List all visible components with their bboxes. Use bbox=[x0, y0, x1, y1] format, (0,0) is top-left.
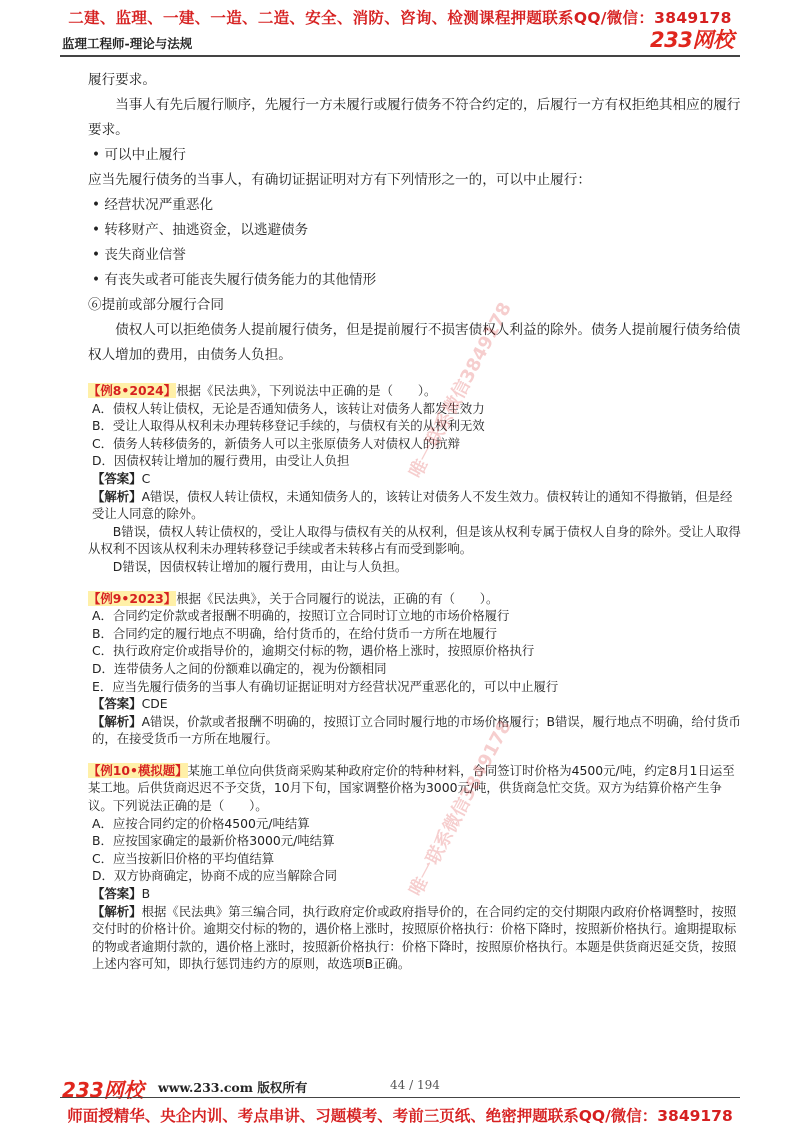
example-9 bbox=[88, 590, 742, 748]
answer-label: 【答案】 bbox=[92, 886, 142, 902]
answer-label: 【答案】 bbox=[92, 470, 142, 486]
logo-number: 233 bbox=[62, 1078, 104, 1102]
option-e: E．应当先履行债务的当事人有确切证据证明对方经营状况严重恶化的，可以中止履行 bbox=[92, 678, 559, 694]
explanation-label: 【解析】 bbox=[92, 488, 142, 504]
page-content bbox=[88, 68, 742, 973]
footer-logo bbox=[62, 1074, 144, 1103]
watermark: 唯一联系微信3849178 bbox=[405, 299, 516, 482]
logo-text: 网校 bbox=[103, 1078, 144, 1102]
explanation-text: A错误，债权人转让债权，未通知债务人的，该转让对债务人不发生效力。债权转让的通知不得撤销，但是经受让人同意的除外。 bbox=[92, 488, 733, 522]
bottom-promo-banner: 师面授精华、央企内训、考点串讲、习题模考、考前三页纸、绝密押题联系QQ/微信：3849178 bbox=[67, 1107, 733, 1125]
answer-value: CDE bbox=[141, 696, 168, 712]
answer-label: 【答案】 bbox=[92, 696, 142, 712]
bullet-item: • 可以中止履行 bbox=[92, 147, 186, 163]
option-c: C．执行政府定价或指导价的，逾期交付标的物，遇价格上涨时，按照原价格执行 bbox=[92, 643, 535, 659]
question-text: 根据《民法典》，关于合同履行的说法，正确的有（ ）。 bbox=[176, 590, 499, 606]
explanation-text: 根据《民法典》第三编合同，执行政府定价或政府指导价的，在合同约定的交付期限内政府价格调整时，按照交付时的价格计价。逾期交付标的物的，遇价格上涨时，按照原价格执行：价格下降时，按照新价格执行。逾期提取标的物或者逾期付款的，遇价格上涨时，按照新价格执行：价格下降时，按照原价格执行。本题是供货商迟延交货，按照上述内容可知，即执行惩罚违约方的原则，故选项B正确。 bbox=[92, 903, 737, 972]
example-tag: 【例8•2024】 bbox=[88, 383, 177, 398]
watermark: 唯一联系微信3849178 bbox=[405, 717, 516, 900]
paragraph: 债权人可以拒绝债务人提前履行债务，但是提前履行不损害债权人利益的除外。债务人提前履行债务给债权人增加的费用，由债务人负担。 bbox=[88, 322, 741, 363]
option-d: D．连带债务人之间的份额难以确定的，视为份额相同 bbox=[92, 660, 387, 676]
option-d: D．因债权转让增加的履行费用，由受让人负担 bbox=[92, 453, 350, 469]
option-b: B．受让人取得从权利未办理转移登记手续的，与债权有关的从权利无效 bbox=[92, 418, 485, 434]
section-heading: ⑥提前或部分履行合同 bbox=[88, 297, 224, 313]
option-d: D．双方协商确定，协商不成的应当解除合同 bbox=[92, 868, 337, 884]
example-8 bbox=[88, 382, 742, 576]
option-c: C．债务人转移债务的，新债务人可以主张原债务人对债权人的抗辩 bbox=[92, 435, 460, 451]
example-tag: 【例9•2023】 bbox=[88, 590, 177, 606]
paragraph: 当事人有先后履行顺序，先履行一方未履行或履行债务不符合约定的，后履行一方有权拒绝其相应的履行要求。 bbox=[88, 97, 741, 138]
explanation-label: 【解析】 bbox=[92, 713, 142, 729]
page-number: 44 / 194 bbox=[390, 1078, 440, 1092]
bullet-item: • 丧失商业信誉 bbox=[92, 247, 186, 263]
option-b: B．合同约定的履行地点不明确，给付货币的，在给付货币一方所在地履行 bbox=[92, 625, 497, 641]
example-tag: 【例10•模拟题】 bbox=[88, 762, 188, 778]
header-divider bbox=[60, 55, 740, 57]
logo-text: 网校 bbox=[692, 28, 734, 52]
document-subject: 监理工程师-理论与法规 bbox=[62, 36, 193, 51]
question-text: 根据《民法典》，下列说法中正确的是（ ）。 bbox=[176, 383, 437, 398]
top-promo-banner: 二建、监理、一建、一造、二造、安全、消防、咨询、检测课程押题联系QQ/微信：3849178 bbox=[68, 9, 732, 27]
explanation-text: D错误，因债权转让增加的履行费用，由让与人负担。 bbox=[112, 558, 408, 574]
option-a: A．合同约定价款或者报酬不明确的，按照订立合同时订立地的市场价格履行 bbox=[92, 608, 510, 624]
explanation-text: B错误，债权人转让债权的，受让人取得与债权有关的从权利，但是该从权利专属于债权人自身的除外。受让人取得从权利不因该从权利未办理转移登记手续或者未转移占有而受到影响。 bbox=[88, 523, 741, 557]
option-b: B．应按国家确定的最新价格3000元/吨结算 bbox=[92, 833, 335, 849]
logo-number: 233 bbox=[650, 28, 693, 52]
bullet-item: • 经营状况严重恶化 bbox=[92, 197, 214, 213]
option-a: A．应按合同约定的价格4500元/吨结算 bbox=[92, 815, 310, 831]
brand-logo bbox=[650, 24, 733, 54]
option-c: C．应当按新旧价格的平均值结算 bbox=[92, 850, 275, 866]
footer-site: www.233.com 版权所有 bbox=[158, 1080, 308, 1095]
bullet-item: • 有丧失或者可能丧失履行债务能力的其他情形 bbox=[92, 272, 377, 288]
bullet-item: • 转移财产、抽逃资金，以逃避债务 bbox=[92, 222, 309, 238]
footer-divider bbox=[60, 1097, 740, 1098]
explanation-text: A错误，价款或者报酬不明确的，按照订立合同时履行地的市场价格履行；B错误，履行地点不明确，给付货币的，在接受货币一方所在地履行。 bbox=[92, 713, 741, 747]
explanation-label: 【解析】 bbox=[92, 903, 142, 919]
answer-value: B bbox=[141, 886, 151, 902]
option-a: A．债权人转让债权，无论是否通知债务人，该转让对债务人都发生效力 bbox=[92, 400, 485, 416]
paragraph: 履行要求。 bbox=[88, 72, 156, 88]
answer-value: C bbox=[141, 470, 151, 486]
question-text: 某施工单位向供货商采购某种政府定价的特种材料，合同签订时价格为4500元/吨，约定8月1日运至某工地。后供货商迟迟不予交货，10月下旬，国家调整价格为3000元/吨，供货商急忙交货。双方为结算价格产生争议。下列说法正确的是（ ）。 bbox=[88, 762, 735, 814]
paragraph: 应当先履行债务的当事人，有确切证据证明对方有下列情形之一的，可以中止履行： bbox=[88, 172, 591, 188]
